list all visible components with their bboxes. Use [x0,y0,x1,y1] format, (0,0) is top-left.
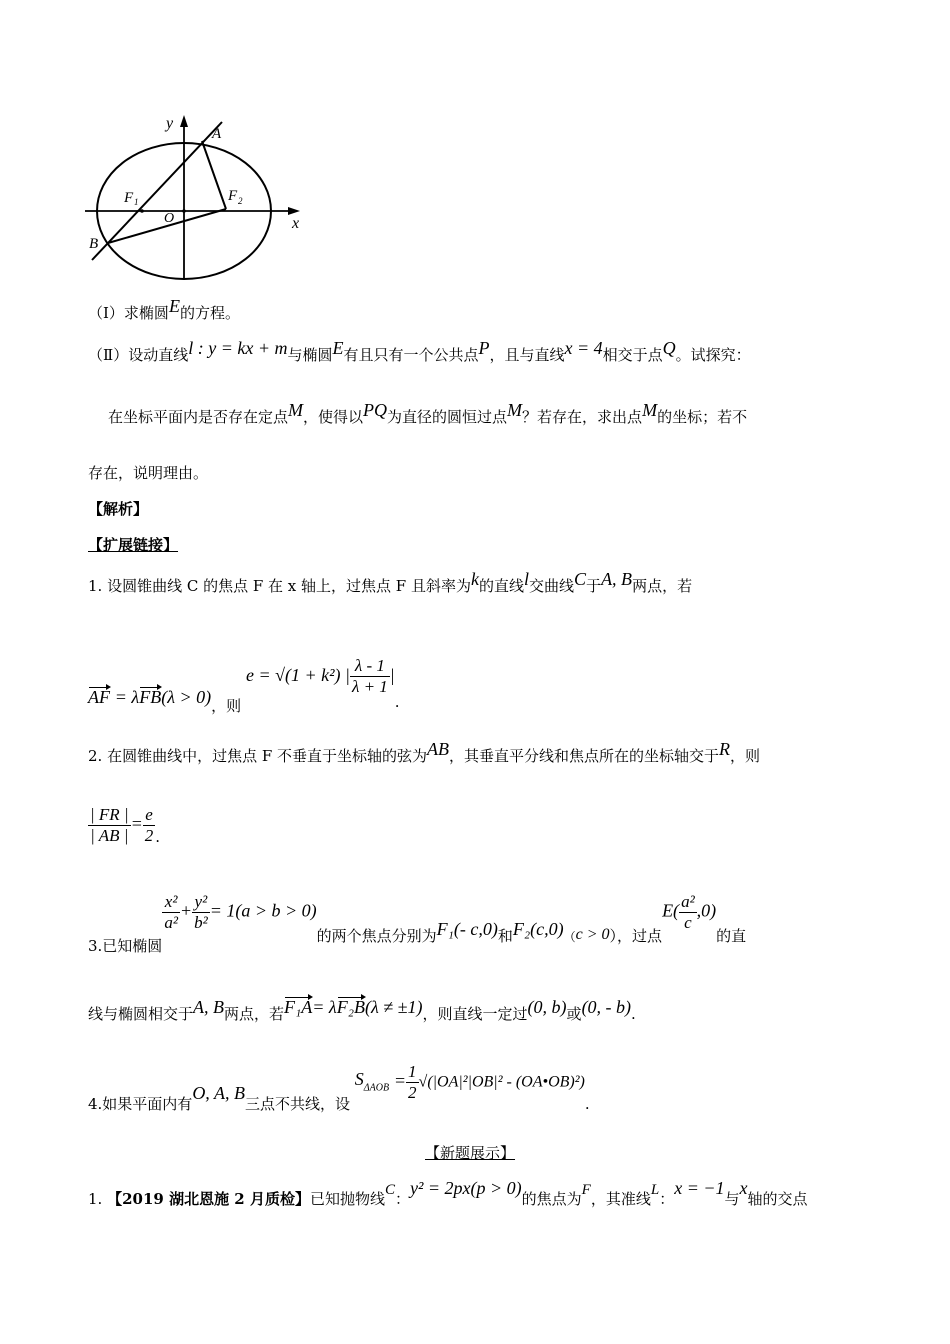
item3b-t1: 线与椭圆相交于 [88,1005,194,1023]
question-2-body [108,400,748,427]
point-F1 [140,209,144,213]
q2-t2: 有且只有一个公共点 [343,346,479,364]
item3-t1: 3.已知椭圆 [88,936,163,955]
q2-Q: Q [662,338,676,358]
item2-AB: AB [427,739,450,759]
fraction-FR-AB [88,805,131,846]
new1-L: L [650,1182,660,1198]
item4-OAB: O, A, B [192,1082,245,1103]
frac-e: e [143,805,156,826]
item3-F1: F₁(- c,0) [436,918,498,939]
q2-P: P [478,338,490,358]
item-1-formula [88,656,400,715]
frac-a2-num: a² [681,892,695,911]
item3b-t3: ，则直线一定过 [422,1005,528,1023]
item3b-eq: = λ [312,997,337,1017]
label-A: A [212,126,222,142]
frac-AB: | AB | [90,826,129,845]
new1-t1: 1. [88,1190,108,1208]
item1-t1: 1. 设圆锥曲线 C 的焦点 F 在 x 轴上，过焦点 F 且斜率为 [88,577,471,595]
item3b-cond: (λ ≠ ±1) [364,997,423,1017]
q2b-M2: M [507,400,523,420]
analysis-heading: 【解析】 [88,500,149,518]
question-2 [88,338,751,365]
new1-t6: 轴的交点 [747,1190,808,1208]
label-B: B [89,236,99,252]
frac-c-den: c [684,913,692,932]
new-heading: 【新题展示】 [425,1144,516,1162]
q1-suffix: 的方程。 [179,304,240,322]
item3b-dot: . [631,1005,636,1023]
vec-F1A: F₁A [284,997,313,1017]
item3b-p2: (0, - b) [581,997,632,1017]
new1-F: F [581,1182,591,1198]
y-axis-arrow [180,115,188,127]
item1-l: l [524,569,530,589]
item1b-end: | [389,664,395,685]
q2b-t2: ，使得以 [303,408,364,426]
new1-source: 【2019 湖北恩施 2 月质检】 [107,1190,310,1208]
item4-rad: √(|OA|²|OB|² - (OA•OB)²) [418,1073,585,1091]
item3b-t2: 两点，若 [224,1005,285,1023]
q2b-t1: 在坐标平面内是否存在定点 [108,408,289,426]
fraction-lambda [350,656,390,697]
item4-dot: . [584,1094,590,1113]
new1-t5: 与 [724,1190,740,1208]
item4-eq: = [393,1070,407,1091]
item-3-cont [88,997,636,1024]
q2-t1: 与椭圆 [287,346,333,364]
item1b-e: e = √(1 + k²) | [245,664,350,685]
q1-E: E [168,296,180,316]
item1-t4: 于 [586,577,602,595]
new1-colon: ： [394,1190,410,1208]
q2b-t5: 的坐标；若不 [657,408,748,426]
extension-heading: 【扩展链接】 [88,536,179,554]
item3-t3: 和 [497,926,513,945]
item4-S: S [354,1068,364,1089]
item1b-dot: . [394,692,400,711]
q2b-M3: M [642,400,658,420]
new1-t3: 的焦点为 [521,1190,582,1208]
q2b-t3: 为直径的圆恒过点 [387,408,508,426]
item3b-t4: 或 [566,1005,582,1023]
fraction-e-2 [143,805,156,846]
item1b-t1: ，则 [211,696,242,715]
item2b-eq: = [130,813,143,834]
question-1 [88,296,240,323]
item3-eq1: = 1(a > b > 0) [209,900,317,921]
question-2-end: 存在，说明理由。 [88,464,209,482]
frac-2: 2 [144,826,154,845]
fraction-y2b2 [192,892,210,933]
new-question-1 [88,1178,808,1208]
label-y: y [166,115,174,132]
label-x: x [292,215,300,232]
item3-plus: + [179,900,193,921]
item3-F2: F₂(c,0) [512,918,564,939]
q2b-PQ: PQ [363,400,388,420]
new1-xeq: x = −1 [674,1178,725,1198]
item2-t1: 2. 在圆锥曲线中，过焦点 F 不垂直于坐标轴的弦为 [88,747,428,765]
item1-t3: 交曲线 [529,577,575,595]
q2-x4: x = 4 [564,338,603,358]
vec-FB: FB [139,686,162,707]
q1-prefix: （Ⅰ）求椭圆 [88,304,169,322]
item1-t2: 的直线 [478,577,524,595]
q2-line-eq: l : y = kx + m [188,338,288,358]
item-1 [88,569,693,596]
fraction-x2a2 [162,892,180,933]
item3-E: E( [662,900,680,921]
frac-b2: b² [194,913,208,932]
label-F2: F [228,188,238,204]
item2-t2: ，其垂直平分线和焦点所在的坐标轴交于 [449,747,720,765]
frac-den: λ + 1 [351,677,388,696]
q2b-M1: M [288,400,304,420]
item3b-p1: (0, b) [527,997,567,1017]
fraction-a2c [679,892,697,933]
label-F1-sub: 1 [134,197,139,207]
label-F2-sub: 2 [238,196,243,206]
item3-t5: ），过点 [609,926,663,945]
item4-t1: 4.如果平面内有 [88,1094,193,1113]
item1-AB: A, B [601,569,633,589]
item3-e2: ,0) [696,900,717,921]
frac-2b: 2 [408,1083,417,1102]
x-axis-arrow [288,207,300,215]
q2b-t4: ？若存在，求出点 [522,408,643,426]
item1b-eq: = λ [114,686,140,707]
frac-x2: x² [162,892,180,913]
item1-k: k [470,569,479,589]
point-O [182,209,186,213]
label-F1: F [124,190,134,206]
segment-AF2 [202,141,226,209]
new1-eq: y² = 2px(p > 0) [410,1178,522,1198]
ellipse-figure [80,108,310,288]
label-O: O [164,211,175,226]
item3-c0: c > 0 [575,925,610,943]
item3-t6: 的直 [716,926,747,945]
item1b-cond: (λ > 0) [161,686,212,707]
vec-AF: AF [88,686,110,707]
item2-R: R [719,739,731,759]
item2b-dot: . [155,827,161,846]
q2-t5: 。试探究： [675,346,751,364]
q2-t3: ，且与直线 [489,346,565,364]
item-4 [88,1062,590,1113]
new1-C: C [384,1182,395,1198]
fraction-half [406,1062,419,1103]
frac-1: 1 [408,1062,417,1081]
frac-y2: y² [192,892,210,913]
new1-x: x [739,1178,748,1198]
item4-t2: 三点不共线，设 [244,1094,350,1113]
item1-t5: 两点，若 [632,577,693,595]
q2-prefix: （Ⅱ）设动直线 [88,346,189,364]
frac-FR: | FR | [90,805,129,824]
q2-E: E [332,338,344,358]
item-2-formula [88,805,160,846]
frac-num: λ - 1 [350,656,390,677]
q2-t4: 相交于点 [602,346,663,364]
vec-F2B: F₂B [336,997,365,1017]
frac-a2: a² [164,913,178,932]
item1-C: C [574,569,587,589]
new1-t2: 已知抛物线 [309,1190,385,1208]
item3-t4: （ [563,929,576,944]
item2-t3: ，则 [730,747,761,765]
item-3 [88,892,747,955]
item3-t2: 的两个焦点分别为 [316,926,437,945]
new1-t4: ，其准线 [590,1190,651,1208]
item3b-AB: A, B [193,997,225,1017]
item-2 [88,739,761,766]
item4-Ssub: ΔAOB [363,1082,390,1094]
new1-colon2: ： [659,1190,675,1208]
